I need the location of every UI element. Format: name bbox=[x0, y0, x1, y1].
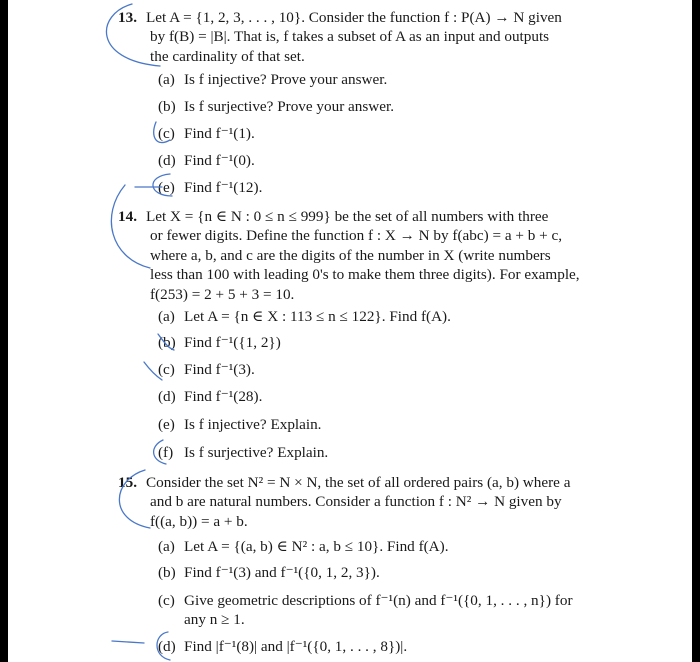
problem-14-part-e: (e) Is f injective? Explain. bbox=[158, 416, 322, 433]
statement-line: Let X = {n ∈ N : 0 ≤ n ≤ 999} be the set of all numbers with three bbox=[146, 208, 549, 225]
statement-line: or fewer digits. Define the function f : X → N by f(abc) = a + b + c, bbox=[150, 227, 563, 245]
statement-line: Consider the set N² = N × N, the set of all ordered pairs (a, b) where a bbox=[146, 474, 571, 491]
right-black-border bbox=[692, 0, 700, 662]
statement-line: by f(B) = |B|. That is, f takes a subset of A as an input and outputs bbox=[150, 28, 550, 46]
problem-15-part-a: (a) Let A = {(a, b) ∈ N² : a, b ≤ 10}. Find f(A). bbox=[158, 538, 449, 555]
problem-13-part-d: (d) Find f⁻¹(0). bbox=[158, 152, 255, 169]
problem-15-part-c-continued: any n ≥ 1. bbox=[184, 611, 245, 628]
statement-line: where a, b, and c are the digits of the number in X (write numbers bbox=[150, 246, 551, 264]
problem-13-statement bbox=[118, 8, 598, 66]
problem-14-statement bbox=[118, 207, 598, 304]
problem-15-part-d: (d) Find |f⁻¹(8)| and |f⁻¹({0, 1, . . . , 8})|. bbox=[158, 638, 408, 655]
problem-14-part-b: (b) Find f⁻¹({1, 2}) bbox=[158, 334, 281, 351]
problem-13-part-e: (e) Find f⁻¹(12). bbox=[158, 179, 263, 196]
problem-14-part-d: (d) Find f⁻¹(28). bbox=[158, 388, 263, 405]
problem-15-part-c: (c) Give geometric descriptions of f⁻¹(n) and f⁻¹({0, 1, . . . , n}) for bbox=[158, 592, 573, 609]
statement-line: the cardinality of that set. bbox=[150, 47, 305, 65]
statement-line: f(253) = 2 + 5 + 3 = 10. bbox=[150, 285, 295, 303]
problem-14-part-f: (f) Is f surjective? Explain. bbox=[158, 444, 329, 461]
problem-number: 13. bbox=[118, 9, 137, 26]
problem-13-part-b: (b) Is f surjective? Prove your answer. bbox=[158, 98, 395, 115]
problem-15-statement bbox=[118, 473, 598, 531]
statement-line: Let A = {1, 2, 3, . . . , 10}. Consider the function f : P(A) → N given bbox=[146, 9, 562, 26]
statement-line: f((a, b)) = a + b. bbox=[150, 512, 248, 530]
problem-13-part-a: (a) Is f injective? Prove your answer. bbox=[158, 71, 388, 88]
problem-number: 15. bbox=[118, 474, 137, 491]
problem-15-part-b: (b) Find f⁻¹(3) and f⁻¹({0, 1, 2, 3}). bbox=[158, 564, 380, 581]
problem-14-part-a: (a) Let A = {n ∈ X : 113 ≤ n ≤ 122}. Find f(A). bbox=[158, 308, 451, 325]
statement-line: less than 100 with leading 0's to make them three digits). For example, bbox=[150, 266, 580, 284]
problem-number: 14. bbox=[118, 208, 137, 225]
problem-13-part-c: (c) Find f⁻¹(1). bbox=[158, 125, 255, 142]
left-black-border bbox=[0, 0, 8, 662]
problem-14-part-c: (c) Find f⁻¹(3). bbox=[158, 361, 255, 378]
statement-line: and b are natural numbers. Consider a function f : N² → N given by bbox=[150, 493, 562, 511]
